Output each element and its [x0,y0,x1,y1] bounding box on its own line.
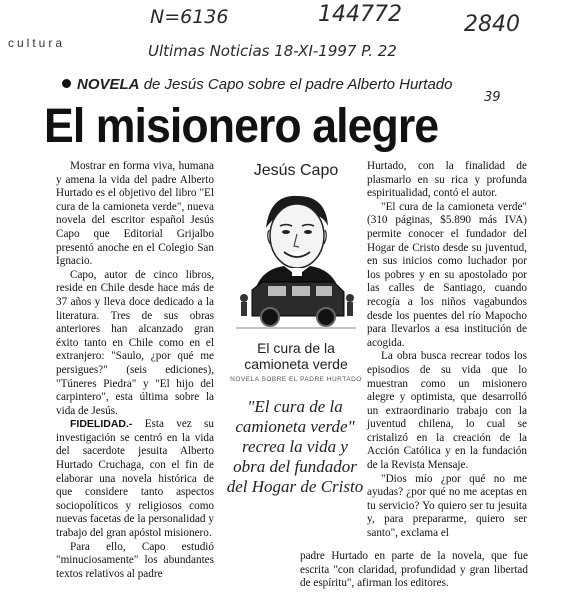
body-paragraph: "Dios mío ¿por qué no me ayudas? ¿por qué no me aceptas en tu servicio? Yo quiero ser tu jesuita y, para prepararme, quiero ser santo", exclama el [367,472,527,540]
body-paragraph: Hurtado, con la finalidad de plasmarlo en su rica y profunda espiritualidad, contó el autor. [367,160,527,200]
body-paragraph: La obra busca recrear todos los episodios de su vida que lo muestran como un misionero alegre y optimista, que desarrolló un extraordinario trabajo con la juventud chilena, lo cual se cristalizó en la creación de la Acción Católica y en la fundación de la Revista Mensaje. [367,350,527,472]
handwritten-number: 144772 [318,2,402,27]
kicker [62,76,452,93]
body-paragraph: padre Hurtado en parte de la novela, que fue escrita "con claridad, profundidad y gran libertad de espíritu", afirman los editores. [300,550,528,590]
kicker-text: de Jesús Capo sobre el padre Alberto Hurtado [143,76,453,93]
handwritten-mark: 39 [484,90,501,105]
section-label: cultura [8,36,66,50]
fidelidad-text: Esta vez su investigación se centró en la vida del sacerdote jesuita Alberto Hurtado Cruchaga, con el fin de elaborar una novela histórica de que considere tanto aspectos sociopolíticos y religiosos como nuevas facetas de la personalidad y trabajo del gran apóstol misionero. [56,418,214,540]
handwritten-page-number: 2840 [464,12,520,37]
book-author: Jesús Capo [253,162,339,179]
subhead-fidelidad: FIDELIDAD.- [70,418,133,431]
book-cover-illustration [236,186,356,334]
kicker-tag: NOVELA [77,76,140,93]
book-title: El cura de la camioneta verde [244,340,348,372]
body-column-right [367,160,527,541]
handwritten-source-date: Ultimas Noticias 18-XI-1997 P. 22 [148,42,397,60]
priest-portrait-image [236,186,356,334]
body-paragraph: "El cura de la camioneta verde" (310 páginas, $5.890 más IVA) permite conocer el fundador del Hogar de Cristo desde su juventud, en sus inicios como luchador por los pobres y en su apostolado por las calles de Santiago, cuando recogía a los niños vagabundos desde los puentes del río Mapocho para llevarlos a esa institución de acogida. [367,200,527,349]
bullet-icon [62,79,71,88]
body-column-left [56,160,214,581]
body-paragraph: Para ello, Capo estudió "minuciosamente" los abundantes textos relativos al padre [56,540,214,580]
headline: El misionero alegre [44,100,439,153]
body-paragraph: Mostrar en forma viva, humana y amena la vida del padre Alberto Hurtado es el objetivo del libro "El cura de la camioneta verde", nueva novela del escritor español Jesús Capo que Editorial Grijalbo presentó anoche en el Colegio San Ignacio. [56,160,214,268]
body-bottom-continuation [300,550,528,591]
handwritten-code: N=6136 [150,6,229,28]
book-subtitle: NOVELA SOBRE EL PADRE HURTADO [230,376,362,383]
pull-quote: "El cura de la camioneta verde" recrea la vida y obra del fundador del Hogar de Cristo [226,397,364,496]
body-paragraph [56,418,214,540]
body-paragraph: Capo, autor de cinco libros, reside en Chile desde hace más de 37 años y lleva doce dedicado a la literatura. Tres de sus obras anteriores han alcanzado gran éxito tanto en Chile como en el extranjero: "Saulo, ¿por qué me persigues?" (seis ediciones), "Túneres Piedra" y "El hijo del carpintero", esta última sobre la vida de Jesús. [56,268,214,417]
